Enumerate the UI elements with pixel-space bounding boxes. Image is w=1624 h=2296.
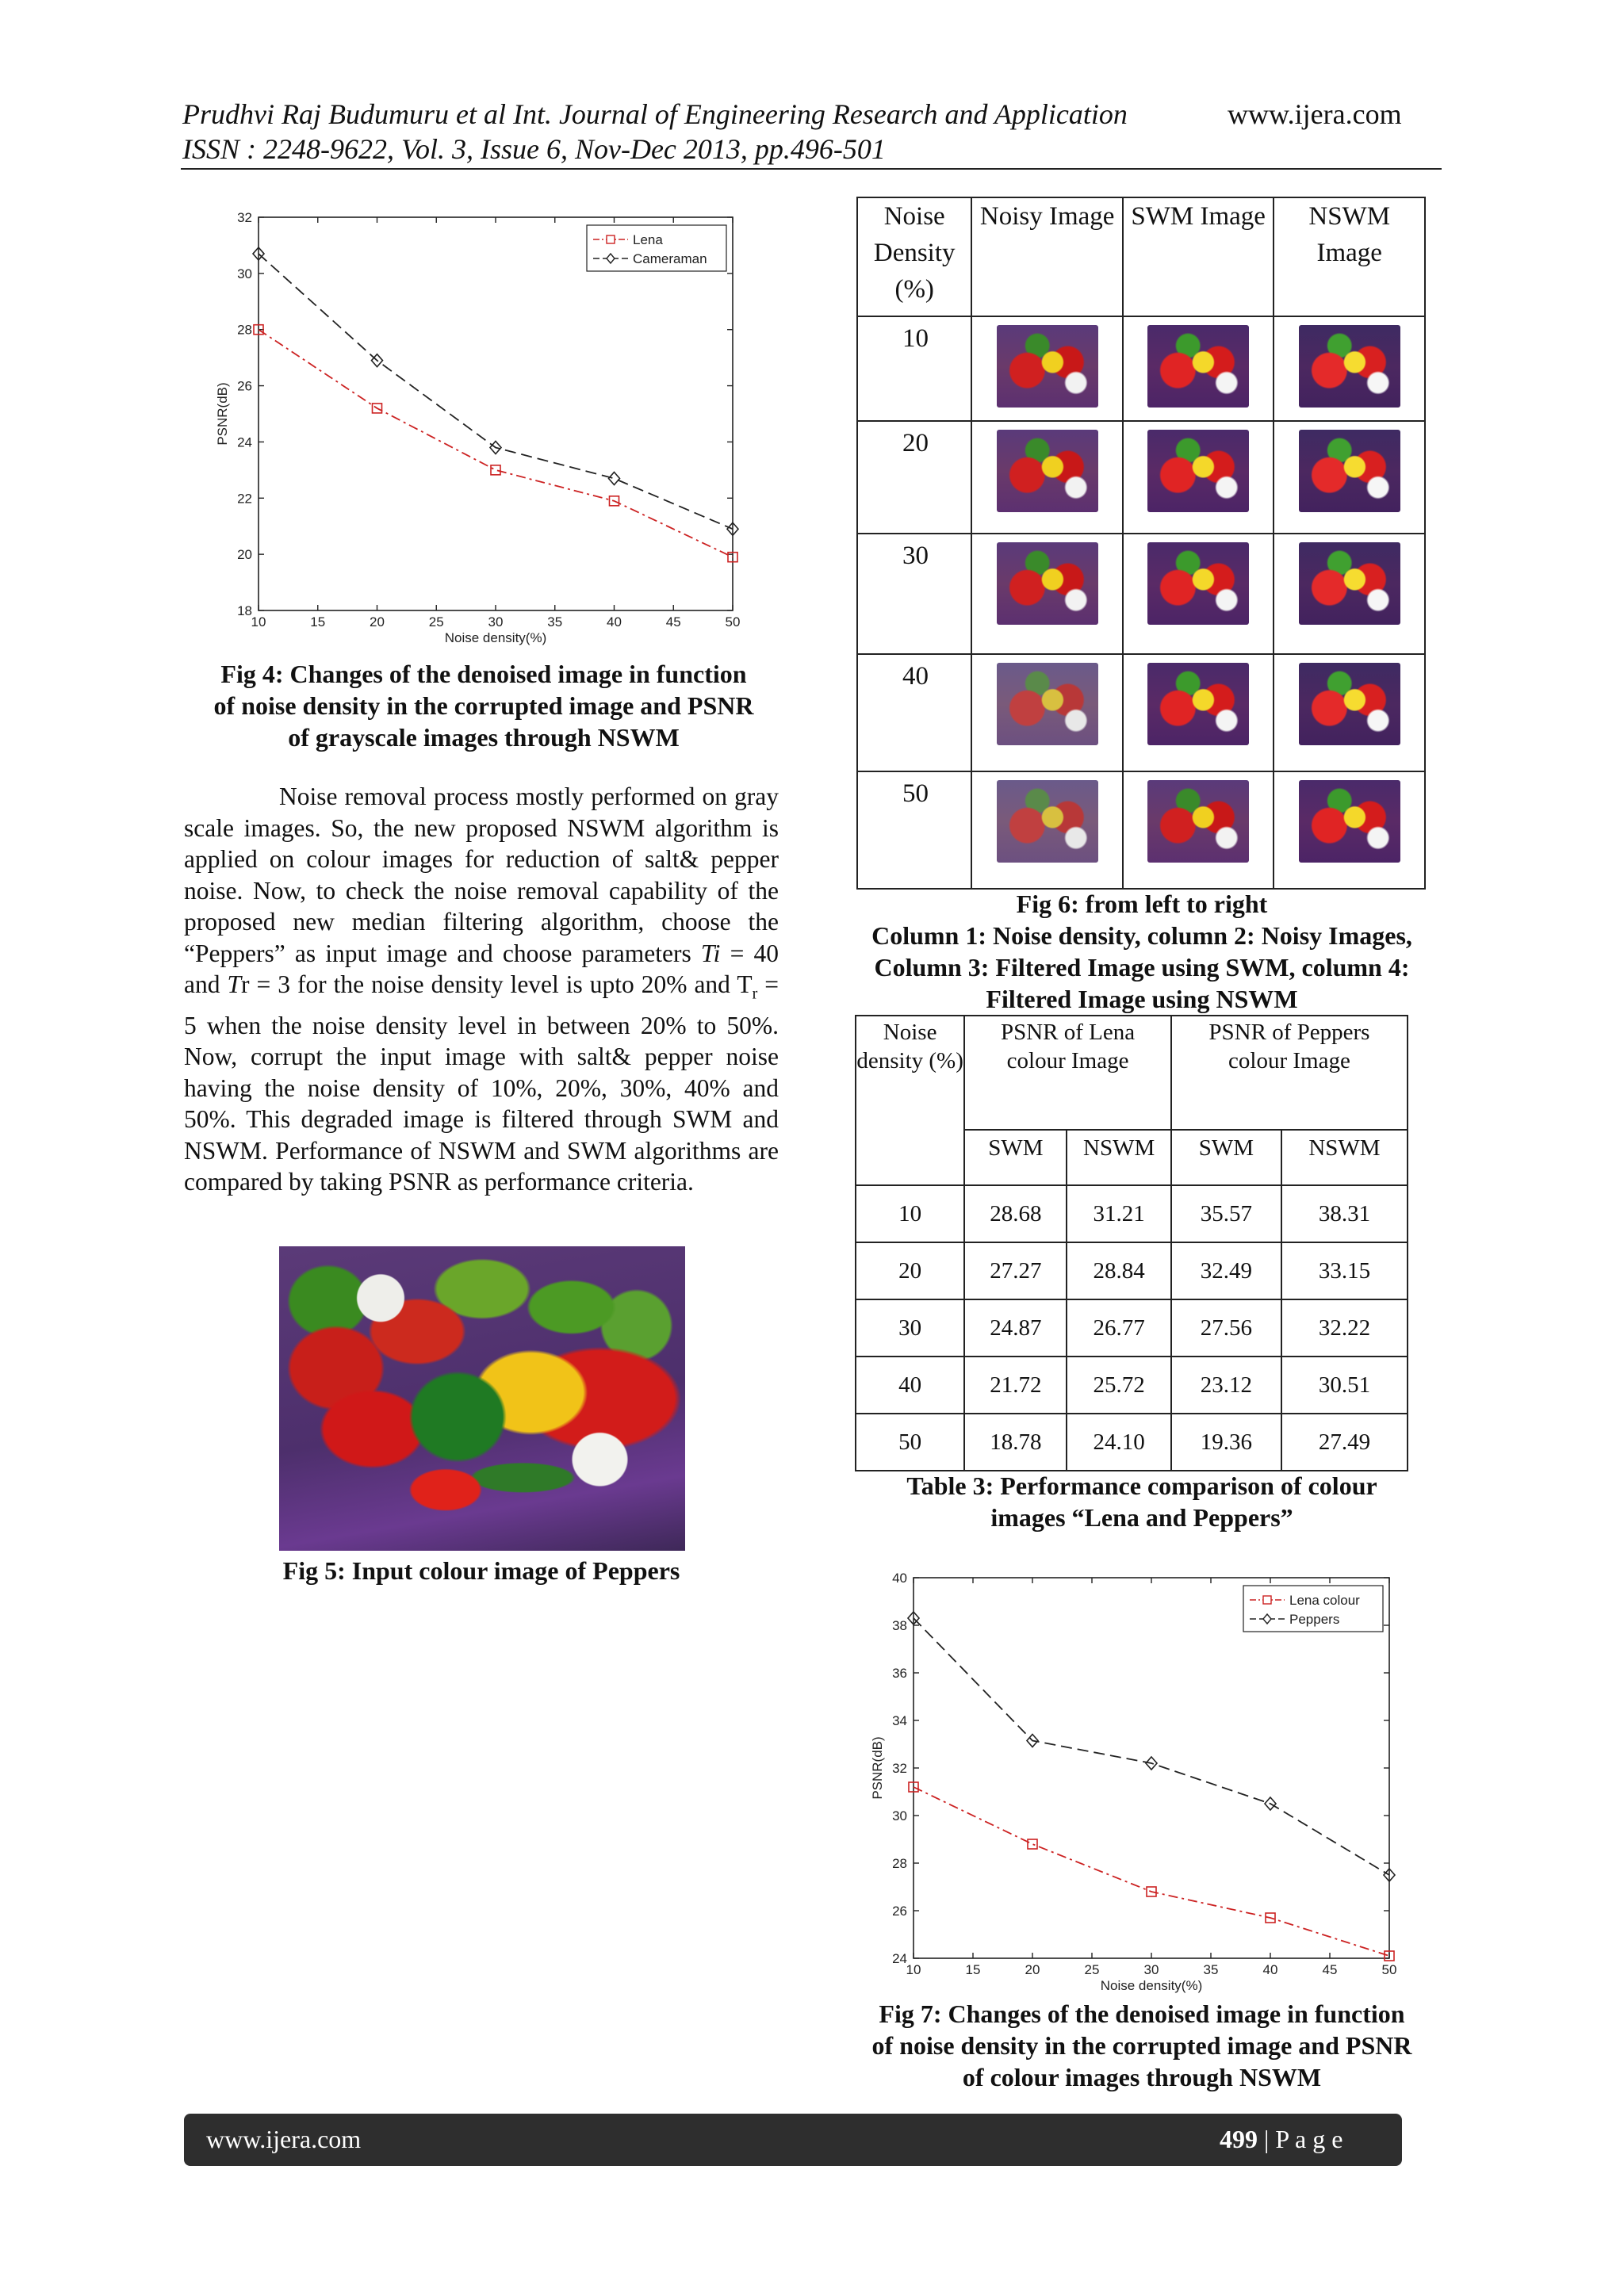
nswm-image-thumbnail <box>1299 325 1400 408</box>
table3-cell: 18.78 <box>964 1414 1067 1471</box>
nswm-image-thumbnail <box>1299 430 1400 512</box>
body-paragraph-block <box>184 781 779 1198</box>
y-tick-label: 28 <box>892 1856 907 1871</box>
legend-label: Lena colour <box>1289 1593 1360 1608</box>
page-label: | P a g e <box>1258 2125 1343 2153</box>
y-tick-label: 26 <box>237 378 252 394</box>
fig7-caption-line: Fig 7: Changes of the denoised image in function <box>879 1999 1405 2028</box>
fig6-image-grid <box>856 197 1426 890</box>
y-tick-label: 20 <box>237 547 252 563</box>
fig6-header-nswm: NSWM Image <box>1274 197 1425 316</box>
fig6-caption-line: Filtered Image using NSWM <box>986 985 1298 1013</box>
fig6-header-swm: SWM Image <box>1123 197 1274 316</box>
running-header-url: www.ijera.com <box>1228 98 1402 130</box>
fig6-swm-cell <box>1123 534 1274 654</box>
fig6-caption-line: Column 1: Noise density, column 2: Noisy Images, <box>871 921 1412 950</box>
table3-header-noise-density: Noise density (%) <box>856 1016 964 1185</box>
x-tick-label: 10 <box>251 614 266 629</box>
table3-header-row <box>856 1016 1408 1130</box>
y-tick-label: 24 <box>892 1951 907 1966</box>
y-tick-label: 30 <box>237 266 252 281</box>
swm-image-thumbnail <box>1147 542 1249 625</box>
table3-cell: 24.10 <box>1067 1414 1170 1471</box>
x-tick-label: 15 <box>310 614 326 629</box>
fig6-swm-cell <box>1123 316 1274 421</box>
table3-cell: 27.49 <box>1281 1414 1408 1471</box>
y-tick-label: 26 <box>892 1904 907 1919</box>
table3-header-peppers: PSNR of Peppers colour Image <box>1171 1016 1408 1130</box>
plot-frame <box>914 1578 1389 1958</box>
fig7-chart-svg <box>856 1567 1427 1995</box>
x-tick-label: 25 <box>428 614 444 629</box>
page-footer <box>184 2114 1402 2166</box>
table3-cell: 28.84 <box>1067 1242 1170 1299</box>
fig6-density-cell: 50 <box>857 771 971 889</box>
table3-cell: 30.51 <box>1281 1357 1408 1414</box>
fig7-caption-line: of colour images through NSWM <box>962 2063 1322 2091</box>
table3-sub-header: NSWM <box>1281 1130 1408 1185</box>
legend-marker-square <box>607 235 615 243</box>
table3-cell: 28.68 <box>964 1185 1067 1242</box>
noisy-image-thumbnail <box>997 542 1098 625</box>
y-tick-label: 36 <box>892 1666 907 1681</box>
noisy-image-thumbnail <box>997 325 1098 408</box>
y-tick-label: 30 <box>892 1808 907 1823</box>
x-tick-label: 20 <box>1025 1962 1040 1977</box>
table3-row <box>856 1414 1408 1471</box>
fig6-noisy-cell <box>971 316 1123 421</box>
fig6-nswm-cell <box>1274 534 1425 654</box>
fig4-caption-line: Fig 4: Changes of the denoised image in function <box>220 660 747 688</box>
swm-image-thumbnail <box>1147 430 1249 512</box>
noisy-image-thumbnail <box>997 663 1098 745</box>
fig6-header-row <box>857 197 1425 316</box>
fig7-caption <box>841 1998 1443 2093</box>
y-tick-label: 32 <box>892 1761 907 1776</box>
x-tick-label: 45 <box>1322 1962 1338 1977</box>
fig7-chart <box>856 1567 1427 1995</box>
fig6-header-noise-density: Noise Density (%) <box>857 197 971 316</box>
y-tick-label: 38 <box>892 1618 907 1633</box>
table3-cell: 10 <box>856 1185 964 1242</box>
table3-cell: 38.31 <box>1281 1185 1408 1242</box>
table3-cell: 31.21 <box>1067 1185 1170 1242</box>
x-axis-label: Noise density(%) <box>1100 1978 1203 1993</box>
footer-page-number <box>1220 2125 1342 2154</box>
x-tick-label: 45 <box>665 614 681 629</box>
fig6-density-cell: 40 <box>857 654 971 771</box>
fig6-noisy-cell <box>971 654 1123 771</box>
page-number: 499 <box>1220 2125 1258 2153</box>
table3-cell: 40 <box>856 1357 964 1414</box>
y-tick-label: 22 <box>237 491 252 507</box>
fig5-caption: Fig 5: Input colour image of Peppers <box>282 1556 680 1585</box>
noisy-image-thumbnail <box>997 780 1098 863</box>
running-header-title: Prudhvi Raj Budumuru et al Int. Journal of Engineering Research and Application <box>182 98 1128 130</box>
fig6-density-cell: 30 <box>857 534 971 654</box>
x-tick-label: 50 <box>1381 1962 1397 1977</box>
x-tick-label: 25 <box>1084 1962 1100 1977</box>
fig6-swm-cell <box>1123 771 1274 889</box>
noisy-image-thumbnail <box>997 430 1098 512</box>
fig6-header-noisy: Noisy Image <box>971 197 1123 316</box>
table3-row <box>856 1299 1408 1357</box>
y-tick-label: 34 <box>892 1713 907 1728</box>
x-tick-label: 35 <box>1203 1962 1219 1977</box>
body-paragraph: Noise removal process mostly performed on gray scale images. So, the new proposed NSWM algorithm is applied on colour images for reduction of salt& pepper noise. Now, to check the noise removal capability of the proposed new median filtering algorithm, choose the “Peppers” as input image and choose parameters Ti = 40 and Tr = 3 for the noise density level is upto 20% and $T_r = 5$ when the noise density level in between 20% to 50%. Now, corrupt the input image with salt& pepper noise having the noise density of 10%, 20%, 30%, 40% and 50%. This degraded image is filtered through SWM and NSWM. Performance of NSWM and SWM algorithms are compared by taking PSNR as performance criteria. <box>184 783 779 1196</box>
x-tick-label: 40 <box>607 614 622 629</box>
fig6-swm-cell <box>1123 654 1274 771</box>
y-tick-label: 18 <box>237 603 252 618</box>
fig6-row <box>857 654 1425 771</box>
fig6-caption <box>841 888 1443 1015</box>
table3-cell: 35.57 <box>1171 1185 1281 1242</box>
table3-cell: 24.87 <box>964 1299 1067 1357</box>
peppers-input-image <box>279 1246 685 1551</box>
table3-caption <box>841 1470 1443 1533</box>
x-tick-label: 35 <box>547 614 563 629</box>
table3-cell: 30 <box>856 1299 964 1357</box>
swm-image-thumbnail <box>1147 780 1249 863</box>
fig6-row <box>857 534 1425 654</box>
x-axis-label: Noise density(%) <box>444 630 547 645</box>
fig6-density-cell: 10 <box>857 316 971 421</box>
fig6-swm-cell <box>1123 421 1274 534</box>
y-tick-label: 28 <box>237 322 252 338</box>
fig6-noisy-cell <box>971 771 1123 889</box>
table3-cell: 19.36 <box>1171 1414 1281 1471</box>
nswm-image-thumbnail <box>1299 780 1400 863</box>
fig6-caption-line: Fig 6: from left to right <box>1016 890 1268 918</box>
plot-frame <box>259 217 733 610</box>
fig4-chart-svg <box>198 206 753 658</box>
legend-marker-square <box>1263 1596 1271 1604</box>
y-tick-label: 40 <box>892 1571 907 1586</box>
header-rule <box>181 168 1442 170</box>
table3-cell: 50 <box>856 1414 964 1471</box>
table3-cell: 21.72 <box>964 1357 1067 1414</box>
fig6-caption-line: Column 3: Filtered Image using SWM, column 4: <box>874 953 1410 982</box>
table3-cell: 32.22 <box>1281 1299 1408 1357</box>
table3-header-lena: PSNR of Lena colour Image <box>964 1016 1171 1130</box>
x-tick-label: 15 <box>965 1962 981 1977</box>
x-tick-label: 30 <box>488 614 504 629</box>
y-tick-label: 24 <box>237 434 252 450</box>
y-axis-label: PSNR(dB) <box>870 1736 885 1800</box>
table3-psnr <box>855 1015 1408 1471</box>
table3-cell: 26.77 <box>1067 1299 1170 1357</box>
table3-cell: 20 <box>856 1242 964 1299</box>
y-axis-label: PSNR(dB) <box>215 382 230 446</box>
nswm-image-thumbnail <box>1299 542 1400 625</box>
table3-caption-line: images “Lena and Peppers” <box>990 1503 1293 1532</box>
fig6-nswm-cell <box>1274 421 1425 534</box>
x-tick-label: 30 <box>1143 1962 1159 1977</box>
table3-sub-header: NSWM <box>1067 1130 1170 1185</box>
swm-image-thumbnail <box>1147 663 1249 745</box>
swm-image-thumbnail <box>1147 325 1249 408</box>
table3-caption-line: Table 3: Performance comparison of colour <box>906 1471 1377 1500</box>
fig4-caption-line: of grayscale images through NSWM <box>288 723 680 752</box>
x-tick-label: 50 <box>725 614 741 629</box>
table3-row <box>856 1357 1408 1414</box>
fig4-caption-line: of noise density in the corrupted image and PSNR <box>213 691 754 720</box>
fig6-density-cell: 20 <box>857 421 971 534</box>
table3-cell: 25.72 <box>1067 1357 1170 1414</box>
y-tick-label: 32 <box>237 210 252 225</box>
table3-cell: 32.49 <box>1171 1242 1281 1299</box>
fig6-noisy-cell <box>971 534 1123 654</box>
footer-url: www.ijera.com <box>206 2125 362 2153</box>
fig6-nswm-cell <box>1274 654 1425 771</box>
fig4-chart <box>198 206 753 658</box>
fig6-row <box>857 316 1425 421</box>
table3-cell: 33.15 <box>1281 1242 1408 1299</box>
legend-label: Cameraman <box>633 251 707 266</box>
table3-cell: 27.27 <box>964 1242 1067 1299</box>
table3-row <box>856 1185 1408 1242</box>
x-tick-label: 20 <box>370 614 385 629</box>
table3-row <box>856 1242 1408 1299</box>
fig7-caption-line: of noise density in the corrupted image and PSNR <box>871 2031 1412 2060</box>
fig6-nswm-cell <box>1274 771 1425 889</box>
nswm-image-thumbnail <box>1299 663 1400 745</box>
x-tick-label: 10 <box>906 1962 921 1977</box>
table3-cell: 23.12 <box>1171 1357 1281 1414</box>
fig4-caption <box>182 658 785 753</box>
table3-sub-header: SWM <box>1171 1130 1281 1185</box>
table3-cell: 27.56 <box>1171 1299 1281 1357</box>
x-tick-label: 40 <box>1262 1962 1278 1977</box>
fig6-nswm-cell <box>1274 316 1425 421</box>
fig6-row <box>857 771 1425 889</box>
fig6-noisy-cell <box>971 421 1123 534</box>
legend-label: Lena <box>633 232 663 247</box>
fig6-row <box>857 421 1425 534</box>
running-header-issn: ISSN : 2248-9622, Vol. 3, Issue 6, Nov-Dec 2013, pp.496-501 <box>182 133 886 165</box>
table3-sub-header: SWM <box>964 1130 1067 1185</box>
legend-label: Peppers <box>1289 1612 1340 1627</box>
